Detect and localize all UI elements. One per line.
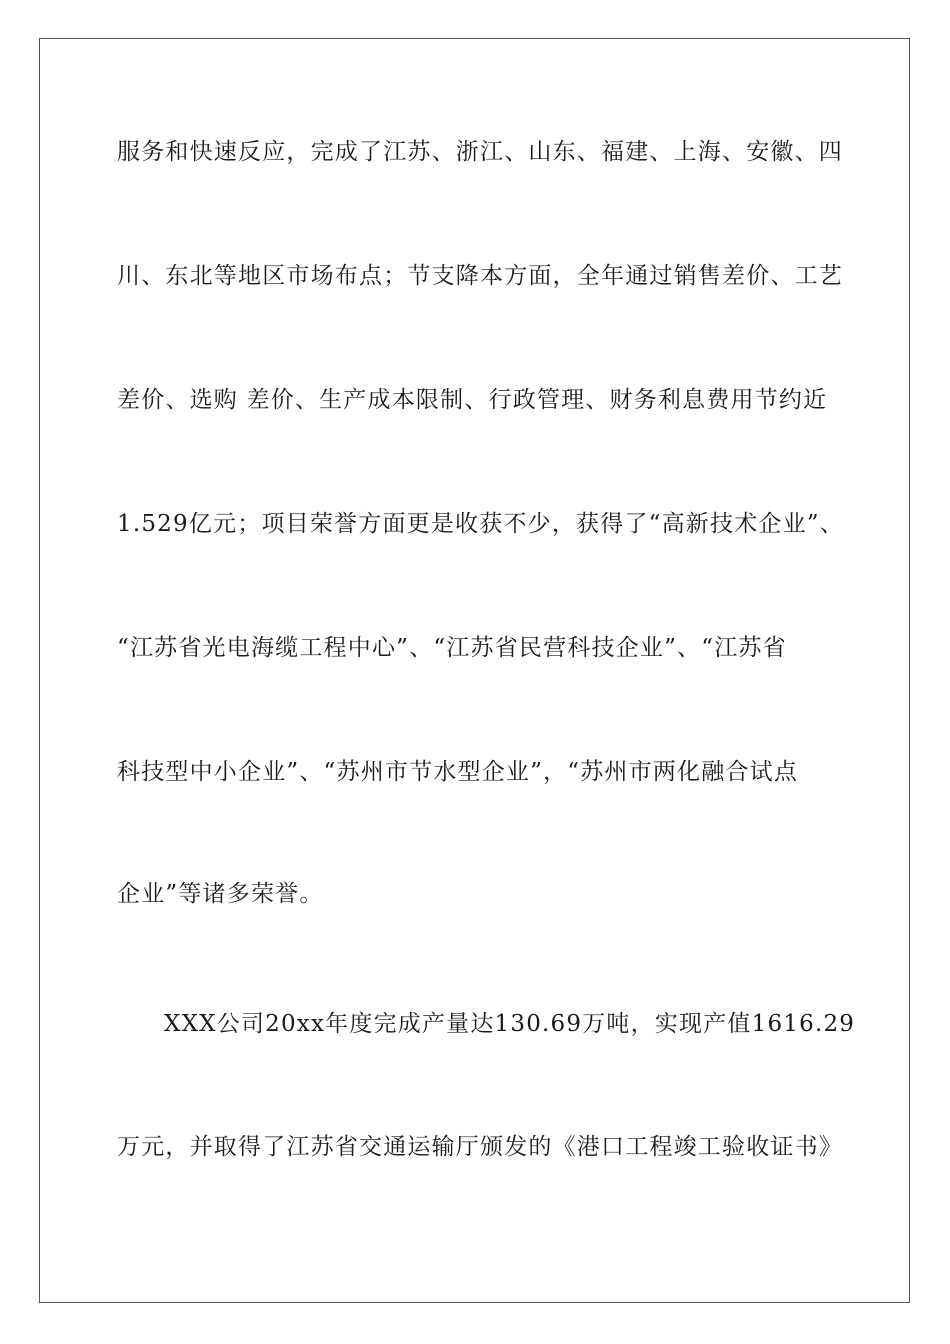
paragraph-1-line-6: 科技型中小企业”、“苏州市节水型企业”，“苏州市两化融合试点 (117, 759, 799, 785)
paragraph-1-line-5: “江苏省光电海缆工程中心”、“江苏省民营科技企业”、“江苏省 (117, 635, 787, 661)
paragraph-1-line-2: 川、东北等地区市场布点；节支降本方面，全年通过销售差价、工艺 (117, 263, 843, 289)
paragraph-2-line-1: XXX公司20xx年度完成产量达130.69万吨，实现产值1616.29 (164, 1011, 856, 1037)
paragraph-1-line-4: 1.529亿元；项目荣誉方面更是收获不少，获得了“高新技术企业”、 (117, 511, 844, 537)
page-border (39, 38, 910, 1303)
paragraph-2-line-2: 万元，并取得了江苏省交通运输厅颁发的《港口工程竣工验收证书》 (117, 1134, 843, 1160)
paragraph-1-line-3: 差价、选购 差价、生产成本限制、行政管理、财务利息费用节约近 (117, 387, 828, 413)
paragraph-1-line-7: 企业”等诸多荣誉。 (117, 881, 324, 907)
paragraph-1-line-1: 服务和快速反应，完成了江苏、浙江、山东、福建、上海、安徽、四 (117, 139, 843, 165)
